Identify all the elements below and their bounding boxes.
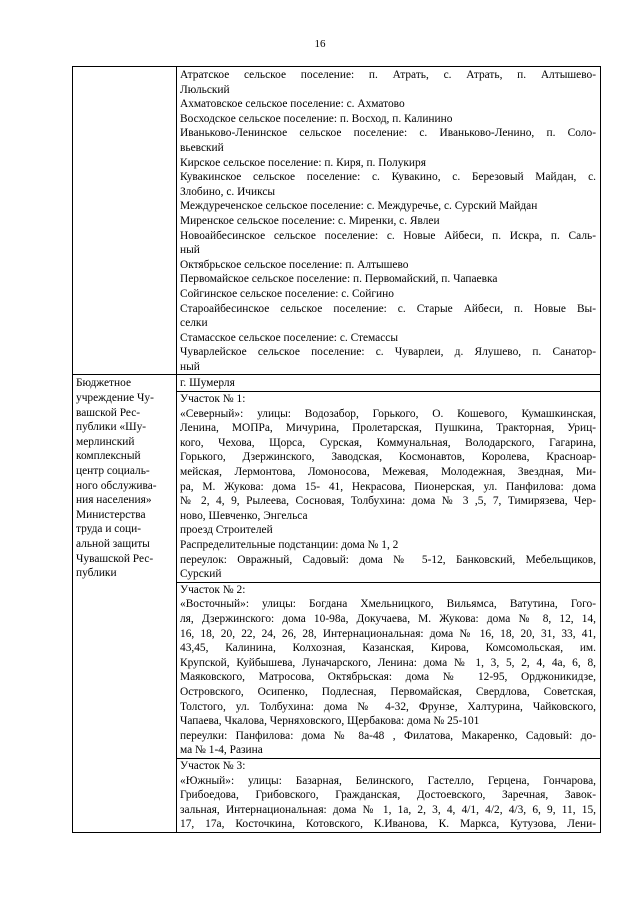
institution-name-line: альной защиты xyxy=(76,538,150,550)
district-line: проезд Строителей xyxy=(180,524,273,537)
settlements-cell xyxy=(177,67,601,375)
institution-name-line: труда и соци- xyxy=(76,523,142,536)
settlement-line: Междуреченское сельское поселение: с. Междуречье, с. Сурский Майдан xyxy=(180,200,538,213)
district-line: № 2, 4, 9, Рылеева, Сосновая, Толбухина: дома № 3 ,5, 7, Тимирязева, Чер- xyxy=(180,495,596,508)
institution-name-line: публики xyxy=(76,567,117,580)
district-line: мейская, Лермонтова, Ломоносова, Межевая, Молодежная, Звездная, Ми- xyxy=(180,466,596,479)
district-line: Сурский xyxy=(180,568,222,581)
institution-name-line: Бюджетное xyxy=(76,377,132,390)
document-table xyxy=(72,66,601,833)
settlement-line: Ахматовское сельское поселение: с. Ахматово xyxy=(180,98,405,111)
institution-name-line: Чувашской Рес- xyxy=(76,552,154,565)
settlement-line: Сойгинское сельское поселение: с. Сойгино xyxy=(180,287,394,300)
settlement-line: Староайбесинское сельское поселение: с. Старые Айбеси, п. Новые Вы- xyxy=(180,302,596,315)
settlement-line: Кувакинское сельское поселение: с. Кувакино, с. Березовый Майдан, с. xyxy=(180,171,596,184)
settlement-line: ный xyxy=(180,360,200,373)
settlement-line: вьевский xyxy=(180,141,224,154)
institution-name-line: ния населения» xyxy=(76,494,152,507)
settlement-line: селки xyxy=(180,317,208,330)
table-row xyxy=(73,375,601,832)
institution-name-line: комплексный xyxy=(76,450,141,463)
district-line: «Северный»: улицы: Водозабор, Горького, О. Кошевого, Кумашкинская, xyxy=(180,407,596,420)
institution-name-line: вашской Рес- xyxy=(76,406,141,419)
institution-name-line: Министерства xyxy=(76,508,146,521)
district-section xyxy=(177,582,600,758)
district-line: Участок № 1: xyxy=(180,393,246,406)
settlement-line: Стамасское сельское поселение: с. Стемассы xyxy=(180,331,398,344)
institution-name-cell xyxy=(73,375,177,832)
district-line: зальная, Интернациональная: дома № 1, 1а, 2, 3, 4, 4/1, 4/2, 4/3, 6, 9, 11, 15, xyxy=(180,803,596,816)
district-line: переулок: Овражный, Садовый: дома № 5-12, Банковский, Мебельщиков, xyxy=(180,553,596,566)
institution-name-line: учреждение Чу- xyxy=(76,392,154,405)
settlement-line: Октябрьское сельское поселение: п. Алтышево xyxy=(180,258,409,271)
institution-name-line: мерлинский xyxy=(76,435,135,448)
district-line: Ленина, МОПРа, Мичурина, Пролетарская, Пушкина, Тракторная, Уриц- xyxy=(180,422,596,435)
settlement-line: Злобино, с. Ичиксы xyxy=(180,185,276,198)
settlement-line: Восходское сельское поселение: п. Восход, п. Калинино xyxy=(180,112,453,125)
institution-name-line: ного обслужива- xyxy=(76,479,157,492)
district-line: Чапаева, Чкалова, Черняховского, Щербакова: дома № 25-101 xyxy=(180,715,480,728)
district-line: Участок № 2: xyxy=(180,583,246,596)
page-number: 16 xyxy=(314,38,326,50)
settlement-line: Новоайбесинское сельское поселение: с. Новые Айбеси, п. Искра, п. Саль- xyxy=(180,229,596,242)
district-line: Крупской, Куйбышева, Луначарского, Ленина: дома № 1, 3, 5, 2, 4, 4а, 6, 8, xyxy=(180,656,596,669)
settlement-line: Иваньково-Ленинское сельское поселение: с. Иваньково-Ленино, п. Соло- xyxy=(180,127,596,140)
district-line: Распределительные подстанции: дома № 1, 2 xyxy=(180,539,399,551)
district-line: Грибоедова, Грибовского, Гражданская, Достоевского, Заречная, Завок- xyxy=(180,789,596,802)
district-line: Островского, Осипенко, Подлесная, Первомайская, Свердлова, Советская, xyxy=(180,685,596,698)
districts-cell xyxy=(177,375,601,832)
district-line: переулки: Панфилова: дома № 8а-48 , Филатова, Макаренко, Садовый: до- xyxy=(180,729,596,742)
district-line: «Восточный»: улицы: Богдана Хмельницкого, Вильямса, Ватутина, Гого- xyxy=(180,598,596,611)
settlement-line: Первомайское сельское поселение: п. Первомайский, п. Чапаевка xyxy=(180,273,498,286)
district-line: Участок № 3: xyxy=(180,759,246,772)
district-line: 17, 17а, Косточкина, Котовского, К.Иванова, К. Маркса, Кутузова, Лени- xyxy=(180,818,596,831)
city-name: г. Шумерля xyxy=(180,377,235,390)
district-line: ново, Шевченко, Энгельса xyxy=(180,509,308,522)
left-cell-empty xyxy=(73,67,177,375)
district-line: кого, Чехова, Щорса, Сурская, Коммунальная, Володарского, Гагарина, xyxy=(180,436,596,449)
district-line: ра, М. Жукова: дома 15- 41, Некрасова, Пионерская, ул. Панфилова: дома xyxy=(180,480,596,493)
settlement-line: Атратское сельское поселение: п. Атрать, с. Атрать, п. Алтышево- xyxy=(180,69,596,81)
district-line: «Южный»: улицы: Базарная, Белинского, Гастелло, Герцена, Гончарова, xyxy=(180,774,596,787)
institution-name-line: центр социаль- xyxy=(76,465,150,478)
district-line: 16, 18, 20, 22, 24, 26, 28, Интернациональная: дома № 16, 18, 20, 31, 33, 41, xyxy=(180,627,596,640)
district-line: ма № 1-4, Разина xyxy=(180,744,263,757)
settlement-line: ный xyxy=(180,244,200,257)
district-section xyxy=(177,758,600,832)
settlement-line: Люльский xyxy=(180,83,230,96)
settlement-line: Кирское сельское поселение: п. Киря, п. Полукиря xyxy=(180,156,426,169)
settlement-line: Миренское сельское поселение: с. Миренки, с. Явлеи xyxy=(180,214,440,227)
district-line: 43,45, Калинина, Колхозная, Казанская, Кирова, Комсомольская, им. xyxy=(180,642,596,655)
district-line: Маяковского, Матросова, Октябрьская: дома № 12-95, Орджоникидзе, xyxy=(180,671,596,684)
district-line: Толстого, ул. Толбухина: дома № 4-32, Фрунзе, Халтурина, Чайковского, xyxy=(180,700,596,713)
table-row xyxy=(73,67,601,375)
district-section xyxy=(177,391,600,582)
settlement-line: Чуварлейское сельское поселение: с. Чуварлеи, д. Ялушево, п. Санатор- xyxy=(180,346,596,359)
institution-name-line: публики «Шу- xyxy=(76,421,147,434)
district-line: Горького, Дзержинского, Заводская, Космонавтов, Королева, Красноар- xyxy=(180,451,596,464)
district-line: ля, Дзержинского: дома 10-98а, Докучаева, М. Жукова: дома № 8, 12, 14, xyxy=(180,612,596,625)
